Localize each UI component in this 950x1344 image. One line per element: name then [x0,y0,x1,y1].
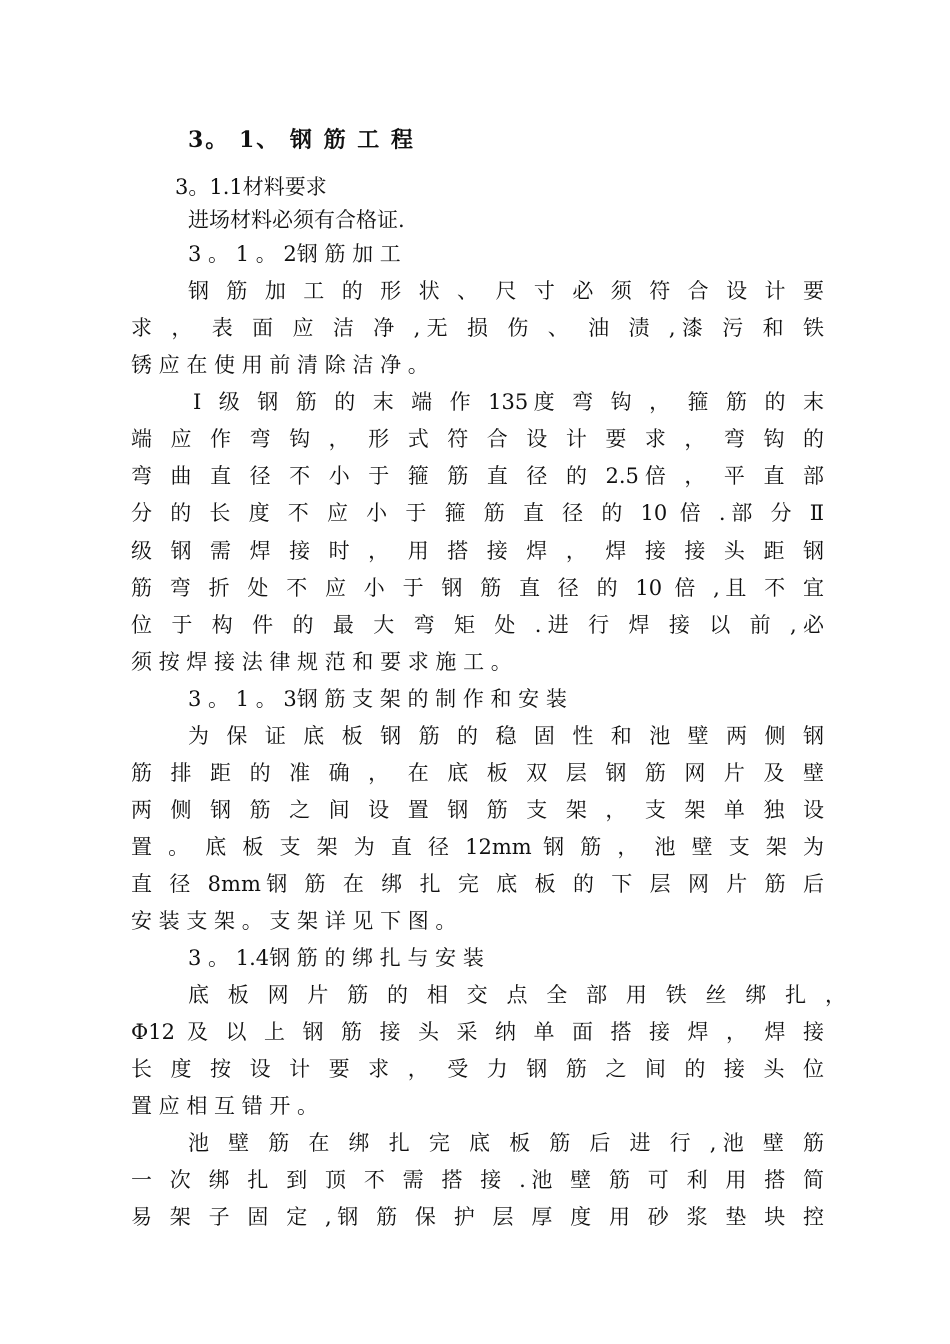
paragraph-line: 筋 弯 折 处 不 应 小 于 钢 筋 直 径 的 10 倍 ,且 不 宜 [131,576,824,600]
subsection-title-support: 3 。 1 。 3钢 筋 支 架 的 制 作 和 安 装 [188,687,567,711]
paragraph-line: 端 应 作 弯 钩 ， 形 式 符 合 设 计 要 求 ， 弯 钩 的 [131,427,824,451]
paragraph-line: 易 架 子 固 定 ,钢 筋 保 护 层 厚 度 用 砂 浆 垫 块 控 [131,1205,824,1229]
paragraph-line: Φ12 及 以 上 钢 筋 接 头 采 纳 单 面 搭 接 焊 ， 焊 接 [131,1020,824,1044]
paragraph-line: 筋 排 距 的 准 确 ， 在 底 板 双 层 钢 筋 网 片 及 壁 [131,761,824,785]
paragraph-line: 求 ， 表 面 应 洁 净 ,无 损 伤 、 油 渍 ,漆 污 和 铁 [131,316,824,340]
paragraph-line: 为 保 证 底 板 钢 筋 的 稳 固 性 和 池 壁 两 侧 钢 [188,724,824,748]
paragraph-line: 一 次 绑 扎 到 顶 不 需 搭 接 .池 壁 筋 可 利 用 搭 简 [131,1168,824,1192]
paragraph-line: 长 度 按 设 计 要 求 ， 受 力 钢 筋 之 间 的 接 头 位 [131,1057,824,1081]
paragraph-line: 锈 应 在 使 用 前 清 除 洁 净 。 [131,353,429,377]
paragraph-line: 分 的 长 度 不 应 小 于 箍 筋 直 径 的 10 倍 .部 分 Ⅱ [131,501,824,525]
paragraph-line: 池 壁 筋 在 绑 扎 完 底 板 筋 后 进 行 ,池 壁 筋 [188,1131,824,1155]
paragraph-material: 进场材料必须有合格证. [188,208,405,232]
subsection-title-binding: 3 。 1.4钢 筋 的 绑 扎 与 安 装 [188,946,484,970]
paragraph-line: 钢 筋 加 工 的 形 状 、 尺 寸 必 须 符 合 设 计 要 [188,279,824,303]
paragraph-line: 直 径 8mm钢 筋 在 绑 扎 完 底 板 的 下 层 网 片 筋 后 [131,872,824,896]
paragraph-line: 置 。 底 板 支 架 为 直 径 12mm 钢 筋 ， 池 壁 支 架 为 [131,835,824,859]
paragraph-line: Ⅰ 级 钢 筋 的 末 端 作 135度 弯 钩 ， 箍 筋 的 末 [193,390,824,414]
paragraph-line: 级 钢 需 焊 接 时 ， 用 搭 接 焊 ， 焊 接 接 头 距 钢 [131,539,824,563]
paragraph-line: 两 侧 钢 筋 之 间 设 置 钢 筋 支 架 ， 支 架 单 独 设 [131,798,824,822]
paragraph-line: 底 板 网 片 筋 的 相 交 点 全 部 用 铁 丝 绑 扎 ， [188,983,846,1007]
subsection-title-processing: 3 。 1 。 2钢 筋 加 工 [188,242,401,266]
paragraph-line: 安 装 支 架 。 支 架 详 见 下 图 。 [131,909,457,933]
paragraph-line: 置 应 相 互 错 开 。 [131,1094,319,1118]
subsection-title-material: 3。1.1材料要求 [175,175,327,199]
section-heading: 3。 1、 钢 筋 工 程 [188,127,415,153]
paragraph-line: 弯 曲 直 径 不 小 于 箍 筋 直 径 的 2.5倍 ， 平 直 部 [131,464,824,488]
paragraph-line: 位 于 构 件 的 最 大 弯 矩 处 .进 行 焊 接 以 前 ,必 [131,613,824,637]
paragraph-line: 须 按 焊 接 法 律 规 范 和 要 求 施 工 。 [131,650,512,674]
